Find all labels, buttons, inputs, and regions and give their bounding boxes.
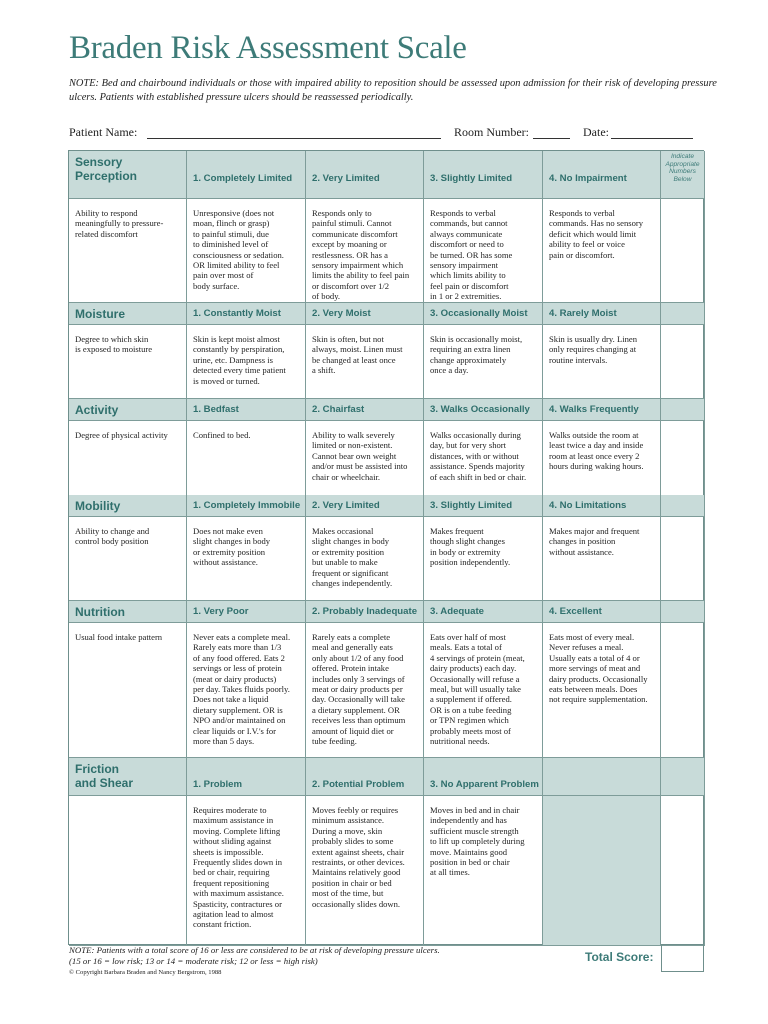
- score-header: [661, 758, 705, 796]
- room-number-label: Room Number:: [454, 125, 529, 139]
- criteria-cell: [424, 199, 543, 303]
- category-header-1: [69, 303, 187, 325]
- option-label: 2. Chairfast: [312, 404, 365, 415]
- option-label: 1. Bedfast: [193, 404, 239, 415]
- row-description: [69, 325, 187, 399]
- score-input-cell[interactable]: [661, 199, 705, 303]
- criteria-cell: [306, 623, 424, 758]
- patient-info-row: [69, 125, 709, 141]
- description-text: Degree to which skin is exposed to moisture: [75, 334, 153, 355]
- row-description: [69, 421, 187, 505]
- category-title: Sensory Perception: [75, 155, 138, 183]
- score-input-cell[interactable]: [661, 517, 705, 601]
- option-label: 4. No Limitations: [549, 500, 627, 511]
- description-text: Degree of physical activity: [75, 430, 168, 440]
- option-header: [306, 495, 424, 517]
- criteria-text: Eats over half of most meals. Eats a total of 4 servings of protein (meat, dairy products) each day. Occasionally will refuse a meal, but will usually take a supplement if offered. OR is on a tube feeding or TPN regimen which probably meets most of nutritional needs.: [430, 632, 525, 747]
- criteria-cell: [187, 421, 306, 505]
- option-header: [187, 758, 306, 796]
- option-label: 2. Probably Inadequate: [312, 606, 418, 617]
- criteria-text: Responds to verbal commands, but cannot always communicate discomfort or need to be turned. OR has some sensory impairment which limits ability to feel pain or discomfort in 1 or 2 extremities.: [430, 208, 513, 302]
- option-header: [543, 151, 661, 199]
- criteria-text: Ability to walk severely limited or non-existent. Cannot bear own weight and/or must be assisted into chair or wheelchair.: [312, 430, 408, 482]
- option-header: [187, 151, 306, 199]
- option-label: 2. Very Limited: [312, 500, 380, 511]
- category-title: Nutrition: [75, 605, 125, 619]
- criteria-cell: [543, 421, 661, 505]
- option-label: 4. Rarely Moist: [549, 308, 617, 319]
- score-input-cell[interactable]: [661, 796, 705, 946]
- option-header: [543, 399, 661, 421]
- option-label: 2. Very Moist: [312, 308, 371, 319]
- category-header-2: [69, 399, 187, 421]
- intro-note: NOTE: Bed and chairbound individuals or those with impaired ability to reposition should be assessed upon admission for their risk of developing pressure ulcers. Patients with established pressure ulcers should be reassessed periodically.: [69, 78, 717, 103]
- braden-scale-table: [68, 150, 704, 945]
- category-header-4: [69, 601, 187, 623]
- option-label: 2. Very Limited: [312, 173, 380, 184]
- score-input-cell[interactable]: [661, 325, 705, 399]
- criteria-text: Skin is often, but not always, moist. Linen must be changed at least once a shift.: [312, 334, 403, 376]
- option-header: [424, 495, 543, 517]
- criteria-text: Requires moderate to maximum assistance in moving. Complete lifting without sliding against sheets is impossible. Frequently slides down in bed or chair, requiring frequent repositioning with maximum assistance. Spasticity, contractures or agitation lead to almost constant friction.: [193, 805, 284, 930]
- option-header: [424, 303, 543, 325]
- criteria-text: Walks occasionally during day, but for very short distances, with or without assistance. Spends majority of each shift in bed or chair.: [430, 430, 527, 482]
- option-label: 3. Slightly Limited: [430, 500, 513, 511]
- criteria-text: Makes frequent though slight changes in body or extremity position independently.: [430, 526, 511, 568]
- option-header: [424, 399, 543, 421]
- criteria-cell: [424, 325, 543, 399]
- option-header: [187, 601, 306, 623]
- criteria-text: Does not make even slight changes in body or extremity position without assistance.: [193, 526, 271, 568]
- option-header: [187, 303, 306, 325]
- option-header: [306, 151, 424, 199]
- description-text: Ability to respond meaningfully to pressure- related discomfort: [75, 208, 164, 239]
- option-header: [306, 758, 424, 796]
- footer-note: NOTE: Patients with a total score of 16 or less are considered to be at risk of developing pressure ulcers. (15 or 16 = low risk; 13 or 14 = moderate risk; 12 or less = high risk): [69, 945, 440, 966]
- option-label: 3. No Apparent Problem: [430, 779, 539, 790]
- option-label: 3. Walks Occasionally: [430, 404, 530, 415]
- criteria-text: Skin is kept moist almost constantly by perspiration, urine, etc. Dampness is detected every time patient is moved or turned.: [193, 334, 286, 386]
- description-text: Usual food intake pattern: [75, 632, 163, 642]
- option-label: 3. Slightly Limited: [430, 173, 513, 184]
- room-number-field[interactable]: [533, 138, 570, 139]
- criteria-text: Makes major and frequent changes in position without assistance.: [549, 526, 640, 557]
- score-input-cell[interactable]: [661, 421, 705, 505]
- total-score-label: Total Score:: [585, 950, 654, 964]
- criteria-text: Moves feebly or requires minimum assistance. During a move, skin probably slides to some extent against sheets, chair restraints, or other devices. Maintains relatively good position in chair or bed most of the time, but occasionally slides down.: [312, 805, 405, 909]
- option-label: 2. Potential Problem: [312, 779, 405, 790]
- option-header: [543, 303, 661, 325]
- criteria-cell: [543, 623, 661, 758]
- criteria-text: Unresponsive (does not moan, flinch or grasp) to painful stimuli, due to diminished level of consciousness or sedation. OR limited ability to feel pain over most of body surface.: [193, 208, 284, 291]
- category-title: Moisture: [75, 307, 126, 321]
- row-description: [69, 517, 187, 601]
- row-description: [69, 796, 187, 946]
- criteria-cell: [306, 421, 424, 505]
- score-input-cell[interactable]: [661, 623, 705, 758]
- criteria-text: Walks outside the room at least twice a day and inside room at least once every 2 hours during waking hours.: [549, 430, 644, 472]
- criteria-cell: [543, 325, 661, 399]
- criteria-text: Makes occasional slight changes in body or extremity position but unable to make frequent or significant changes independently.: [312, 526, 393, 589]
- criteria-text: Eats most of every meal. Never refuses a meal. Usually eats a total of 4 or more servings of meat and dairy products. Occasionally eats between meals. Does not require supplementation.: [549, 632, 648, 705]
- option-header: [306, 601, 424, 623]
- option-label: 1. Problem: [193, 779, 243, 790]
- score-header: [661, 495, 705, 517]
- criteria-cell: [543, 796, 661, 946]
- criteria-cell: [306, 325, 424, 399]
- category-header-0: [69, 151, 187, 199]
- option-header: [187, 399, 306, 421]
- category-title: Activity: [75, 403, 119, 417]
- option-label: 3. Occasionally Moist: [430, 308, 528, 319]
- category-title: Mobility: [75, 499, 121, 513]
- score-header: [661, 399, 705, 421]
- criteria-cell: [543, 199, 661, 303]
- score-hint: Indicate Appropriate Numbers Below: [665, 153, 700, 183]
- option-label: 3. Adequate: [430, 606, 485, 617]
- criteria-text: Confined to bed.: [193, 430, 251, 440]
- description-text: Ability to change and control body position: [75, 526, 150, 547]
- score-header: [661, 303, 705, 325]
- date-label: Date:: [583, 125, 609, 139]
- criteria-cell: [424, 421, 543, 505]
- criteria-cell: [424, 796, 543, 946]
- option-header: [306, 303, 424, 325]
- option-label: 4. Walks Frequently: [549, 404, 639, 415]
- criteria-cell: [306, 796, 424, 946]
- criteria-text: Skin is usually dry. Linen only requires changing at routine intervals.: [549, 334, 638, 365]
- patient-name-field[interactable]: [147, 138, 441, 139]
- page-title: Braden Risk Assessment Scale: [69, 30, 467, 66]
- option-header: [424, 601, 543, 623]
- criteria-text: Moves in bed and in chair independently and has sufficient muscle strength to lift up completely during move. Maintains good position in bed or chair at all times.: [430, 805, 525, 878]
- criteria-cell: [187, 199, 306, 303]
- option-header: [424, 758, 543, 796]
- criteria-cell: [306, 199, 424, 303]
- copyright-text: © Copyright Barbara Braden and Nancy Bergstrom, 1988: [69, 969, 222, 976]
- category-header-3: [69, 495, 187, 517]
- date-field[interactable]: [611, 138, 693, 139]
- criteria-cell: [187, 517, 306, 601]
- option-header: [543, 495, 661, 517]
- row-description: [69, 199, 187, 303]
- option-header: [306, 399, 424, 421]
- criteria-cell: [543, 517, 661, 601]
- criteria-cell: [187, 623, 306, 758]
- criteria-cell: [187, 325, 306, 399]
- row-description: [69, 623, 187, 758]
- patient-name-label: Patient Name:: [69, 125, 138, 139]
- option-label: 1. Completely Limited: [193, 173, 293, 184]
- criteria-text: Responds to verbal commands. Has no sensory deficit which would limit ability to feel or voice pain or discomfort.: [549, 208, 644, 260]
- score-header: [661, 151, 705, 199]
- option-label: 1. Very Poor: [193, 606, 249, 617]
- criteria-cell: [424, 623, 543, 758]
- option-label: 1. Completely Immobile: [193, 500, 301, 511]
- option-header: [543, 601, 661, 623]
- category-title: Friction and Shear: [75, 762, 134, 790]
- category-header-5: [69, 758, 187, 796]
- total-score-box[interactable]: [661, 945, 704, 972]
- criteria-text: Skin is occasionally moist, requiring an extra linen change approximately once a day.: [430, 334, 523, 376]
- criteria-text: Rarely eats a complete meal and generally eats only about 1/2 of any food offered. Protein intake includes only 3 servings of meat or dairy products per day. Occasionally will take a dietary supplement. OR receives less than optimum amount of liquid diet or tube feeding.: [312, 632, 406, 747]
- criteria-text: Responds only to painful stimuli. Cannot communicate discomfort except by moaning or restlessness. OR has a sensory impairment which limits the ability to feel pain or discomfort over 1/2 of body.: [312, 208, 410, 302]
- criteria-cell: [424, 517, 543, 601]
- option-label: 4. Excellent: [549, 606, 602, 617]
- option-label: 1. Constantly Moist: [193, 308, 281, 319]
- criteria-cell: [306, 517, 424, 601]
- option-header: [187, 495, 306, 517]
- option-header: [543, 758, 661, 796]
- option-header: [424, 151, 543, 199]
- criteria-cell: [187, 796, 306, 946]
- option-label: 4. No Impairment: [549, 173, 627, 184]
- criteria-text: Never eats a complete meal. Rarely eats more than 1/3 of any food offered. Eats 2 servings or less of protein (meat or dairy products) per day. Takes fluids poorly. Does not take a liquid dietary supplement. OR is NPO and/or maintained on clear liquids or I.V.'s for more than 5 days.: [193, 632, 291, 747]
- score-header: [661, 601, 705, 623]
